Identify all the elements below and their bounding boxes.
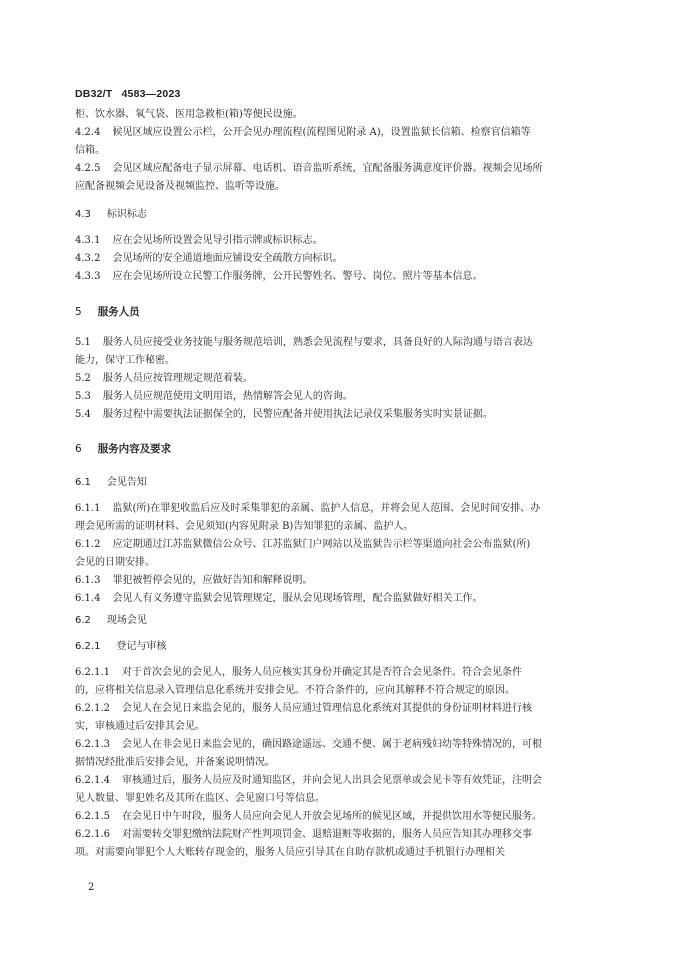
clause-text: 服务人员应规范使用文明用语，热情解答会见人的咨询。 — [102, 391, 353, 402]
clause-text: 候见区域应设置公示栏，公开会见办理流程(流程图见附录 A)，设置监狱长信箱、检察官信箱等 — [112, 127, 531, 138]
heading-6-1 — [75, 474, 605, 492]
standard-code: DB32/T — [75, 88, 113, 100]
paragraph-5-4 — [75, 406, 605, 424]
body-text — [75, 500, 605, 608]
paragraph-6-2-1-4 — [75, 772, 605, 790]
clause-text: 应在会见场所设置会见导引指示牌或标识标志。 — [112, 235, 323, 246]
heading-text: 现场会见 — [106, 615, 147, 626]
clause-number: 4.3.3 — [75, 271, 101, 282]
clause-text: 会见区域应配备电子显示屏幕、电话机、语音监听系统，宜配备服务满意度评价器。视频会见场所 — [112, 163, 543, 174]
clause-text: 审核通过后，服务人员应及时通知监区，并向会见人出具会见票单或会见卡等有效凭证，注明会 — [122, 775, 542, 786]
clause-text: 对需要转交罪犯缴纳法院财产性判项罚金、退赔退赃等收据的，服务人员应告知其办理移交事 — [122, 829, 532, 840]
paragraph-6-2-1-2 — [75, 700, 605, 718]
body-text — [75, 664, 605, 862]
paragraph-line: 见人数量、罪犯姓名及其所在监区、会见窗口号等信息。 — [75, 793, 325, 804]
heading-6 — [75, 440, 605, 458]
clause-number: 6.2.1.4 — [75, 775, 110, 786]
paragraph-6-1-2 — [75, 536, 605, 554]
paragraph-line: 柜、饮水器、氧气袋、医用急救柜(箱)等便民设施。 — [75, 109, 303, 120]
heading-number: 6 — [75, 443, 82, 455]
clause-number: 5.4 — [75, 409, 91, 420]
paragraph-6-1-1 — [75, 500, 605, 518]
clause-text: 应在会见场所设立民警工作服务牌，公开民警姓名、警号、岗位、照片等基本信息。 — [112, 271, 483, 282]
clause-number: 4.2.4 — [75, 127, 101, 138]
heading-text: 标识标志 — [106, 209, 147, 220]
paragraph-5-2 — [75, 370, 605, 388]
paragraph-line: 的，应将相关信息录入管理信息化系统并安排会见。不符合条件的，应向其解释不符合规定的原因。 — [75, 685, 515, 696]
heading-number: 6.1 — [75, 477, 91, 488]
clause-number: 6.1.3 — [75, 575, 101, 586]
paragraph-line: 项。对需要向罪犯个人大账转存现金的，服务人员应引导其在自助存款机或通过手机银行办理相关 — [75, 847, 505, 858]
clause-text: 会见人在非会见日来监会见的，确因路途遥远、交通不便、属于老病残妇幼等特殊情况的，可根 — [122, 739, 542, 750]
clause-number: 6.1.4 — [75, 593, 101, 604]
heading-4-3 — [75, 206, 605, 224]
paragraph-6-2-1-6 — [75, 826, 605, 844]
heading-6-2 — [75, 612, 605, 630]
clause-text: 服务人员应按管理规定规范着装。 — [102, 373, 253, 384]
page-number: 2 — [88, 882, 95, 893]
paragraph-line: 理会见所需的证明材料、会见须知(内容见附录 B)告知罪犯的亲属、监护人。 — [75, 521, 414, 532]
heading-number: 6.2.1 — [75, 641, 101, 652]
paragraph-4-3-1 — [75, 232, 605, 250]
clause-number: 4.3.2 — [75, 253, 101, 264]
paragraph-5-1 — [75, 334, 605, 352]
clause-text: 会见人在会见日来监会见的，服务人员应通过管理信息化系统对其提供的身份证明材料进行核 — [122, 703, 532, 714]
heading-text: 登记与审核 — [116, 641, 167, 652]
paragraph-4-2-5 — [75, 160, 605, 178]
clause-number: 6.2.1.3 — [75, 739, 110, 750]
heading-text: 会见告知 — [106, 477, 147, 488]
paragraph-line: 会见的日期安排。 — [75, 557, 155, 568]
paragraph-6-1-3 — [75, 572, 605, 590]
standard-code-header — [75, 88, 181, 100]
paragraph-line: 信箱。 — [75, 145, 105, 156]
heading-number: 4.3 — [75, 209, 91, 220]
paragraph-4-3-3 — [75, 268, 605, 286]
clause-number: 6.1.1 — [75, 503, 101, 514]
body-text — [75, 334, 605, 424]
clause-text: 会见人有义务遵守监狱会见管理规定，服从会见现场管理，配合监狱做好相关工作。 — [112, 593, 483, 604]
heading-6-2-1 — [75, 638, 605, 656]
paragraph-6-2-1-1 — [75, 664, 605, 682]
clause-text: 在会见日中午时段，服务人员应向会见人开放会见场所的候见区域，并提供饮用水等便民服务。 — [122, 811, 542, 822]
body-text — [75, 106, 605, 196]
paragraph-4-3-2 — [75, 250, 605, 268]
paragraph-6-2-1-5 — [75, 808, 605, 826]
clause-number: 6.2.1.6 — [75, 829, 110, 840]
heading-number: 5 — [75, 306, 82, 318]
clause-number: 6.2.1.2 — [75, 703, 110, 714]
heading-number: 6.2 — [75, 615, 91, 626]
heading-text: 服务内容及要求 — [97, 443, 172, 455]
clause-number: 5.3 — [75, 391, 91, 402]
paragraph-4-2-4 — [75, 124, 605, 142]
clause-text: 会见场所的安全通道地面应铺设安全疏散方向标识。 — [112, 253, 343, 264]
paragraph-line: 实，审核通过后安排其会见。 — [75, 721, 205, 732]
standard-number: 4583—2023 — [121, 88, 181, 100]
clause-number: 5.2 — [75, 373, 91, 384]
body-text — [75, 232, 605, 286]
paragraph-line: 能力，保守工作秘密。 — [75, 355, 175, 366]
paragraph-6-2-1-3 — [75, 736, 605, 754]
clause-text: 服务过程中需要执法证据保全的，民警应配备并使用执法记录仪采集服务实时实景证据。 — [102, 409, 493, 420]
paragraph-line: 据情况经批准后安排会见，并备案说明情况。 — [75, 757, 275, 768]
clause-number: 6.1.2 — [75, 539, 101, 550]
clause-number: 5.1 — [75, 337, 91, 348]
clause-number: 6.2.1.5 — [75, 811, 110, 822]
clause-text: 监狱(所)在罪犯收监后应及时采集罪犯的亲属、监护人信息，并将会见人范围、会见时间安排、办 — [112, 503, 541, 514]
clause-text: 罪犯被暂停会见的，应做好告知和解释说明。 — [112, 575, 313, 586]
clause-text: 服务人员应接受业务技能与服务规范培训，熟悉会见流程与要求，具备良好的人际沟通与语言表达 — [102, 337, 533, 348]
heading-5 — [75, 303, 605, 321]
clause-number: 4.3.1 — [75, 235, 101, 246]
paragraph-line: 应配备视频会见设备及视频监控、监听等设施。 — [75, 181, 285, 192]
paragraph-6-1-4 — [75, 590, 605, 608]
clause-text: 应定期通过江苏监狱微信公众号、江苏监狱门户网站以及监狱告示栏等渠道向社会公布监狱(所) — [112, 539, 531, 550]
paragraph-5-3 — [75, 388, 605, 406]
clause-number: 4.2.5 — [75, 163, 101, 174]
heading-text: 服务人员 — [97, 306, 140, 318]
clause-number: 6.2.1.1 — [75, 667, 110, 678]
clause-text: 对于首次会见的会见人，服务人员应核实其身份并确定其是否符合会见条件。符合会见条件 — [122, 667, 522, 678]
